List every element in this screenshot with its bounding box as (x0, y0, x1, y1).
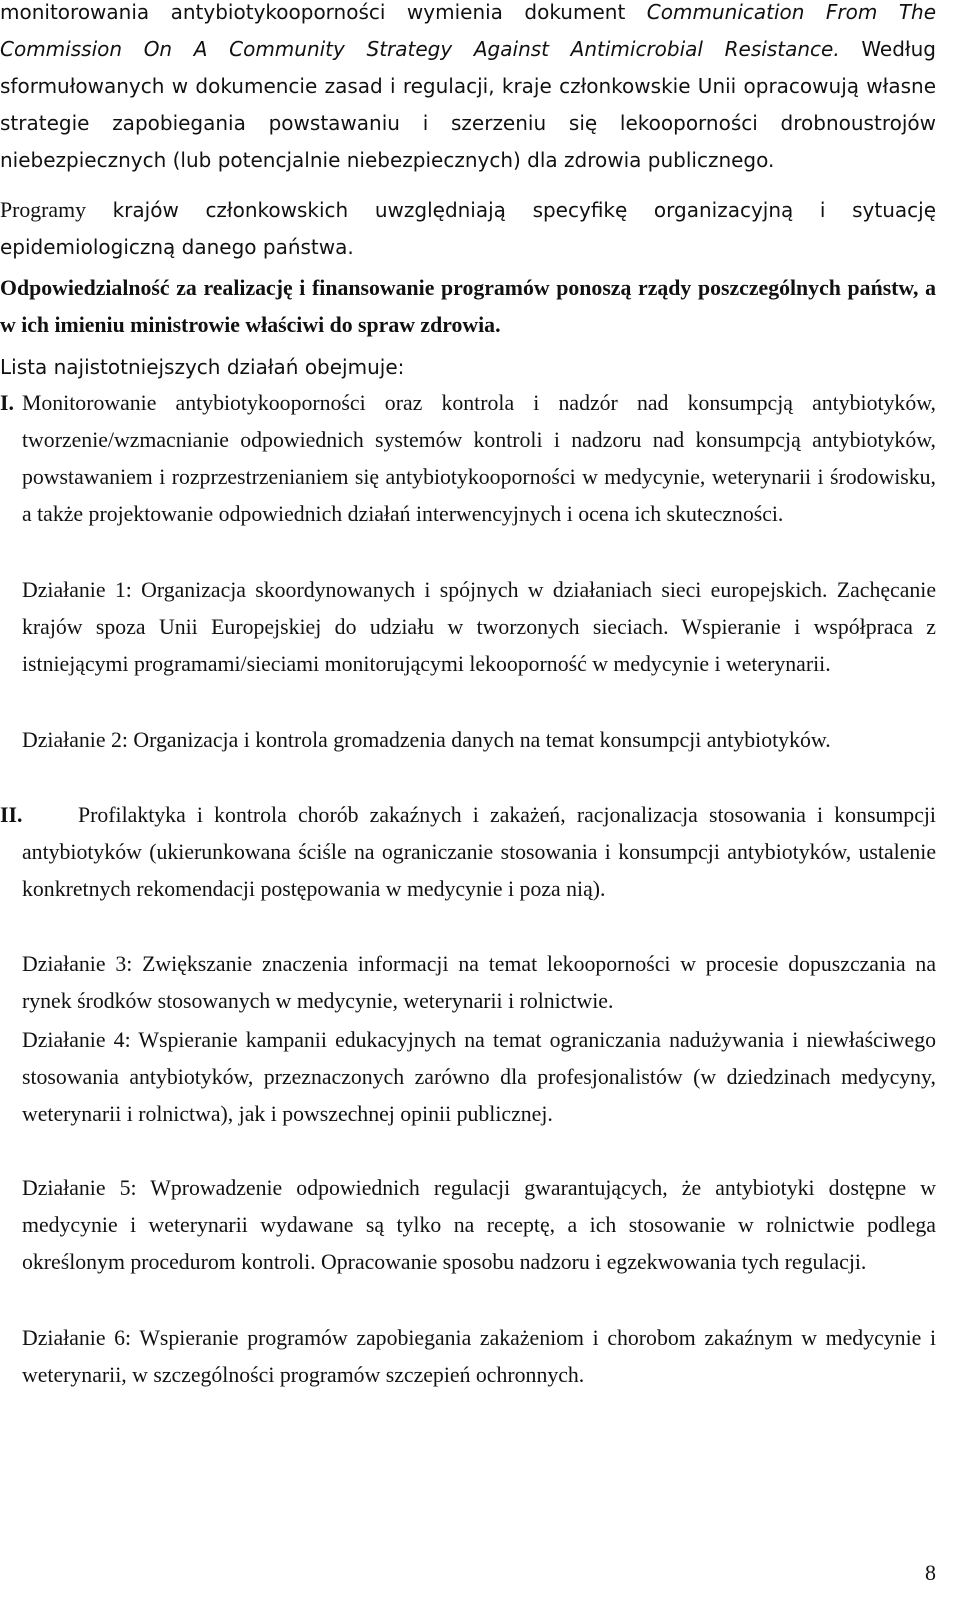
action-1: Działanie 1: Organizacja skoordynowanych i spójnych w działaniach sieci europejskich. Zachęcanie krajów spoza Unii Europejskiej do udziału w tworzonych sieciach. Wspieranie i współpraca z istniejącymi programami/sieciami monitorującymi lekooporność w medycynie i weterynarii. (22, 578, 936, 676)
intro-rest: Według sformułowanych w dokumencie zasad i regulacji, kraje członkowskie Unii opracowują własne strategie zapobiegania powstawaniu i szerzeniu się lekooporności drobnoustrojów niebezpiecznych (lub potencjalnie niebezpiecznych) dla zdrowia publicznego. (0, 37, 936, 172)
section-2-text: Profilaktyka i kontrola chorób zakaźnych i zakażeń, racjonalizacja stosowania i konsumpcji antybiotyków (ukierunkowana ściśle na ograniczanie stosowania i konsumpcji antybiotyków, ustalenie konkretnych rekomendacji postępowania w medycynie i poza nią). (22, 803, 936, 901)
intro-line: monitorowania antybiotykooporności wymienia dokument (0, 0, 626, 24)
document-title: Communication From The Commission On A Community Strategy Against Antimicrobial Resistance (0, 0, 937, 61)
action-6: Działanie 6: Wspieranie programów zapobiegania zakażeniom i chorobom zakaźnym w medycynie i weterynarii, w szczególności programów szczepień ochronnych. (22, 1326, 936, 1387)
intro-paragraph (0, 0, 936, 179)
list-intro: Lista najistotniejszych działań obejmuje: (0, 355, 405, 379)
programs-serif-text: Programy (0, 198, 86, 222)
action-4: Działanie 4: Wspieranie kampanii edukacyjnych na temat ograniczania nadużywania i niewłaściwego stosowania antybiotyków, przeznaczonych zarówno dla profesjonalistów (w dziedzinach medycyny, weterynarii i rolnictwa), jak i powszechnej opinii publicznej. (22, 1028, 936, 1126)
programs-paragraph (0, 192, 936, 266)
section-1-text: Monitorowanie antybiotykooporności oraz kontrola i nadzór nad konsumpcją antybiotyków, tworzenie/wzmacnianie odpowiednich systemów kontroli i nadzoru nad konsumpcją antybiotyków, powstawaniem i rozprzestrzenianiem się antybiotykooporności w medycynie, weterynarii i środowisku, a także projektowanie odpowiednich działań interwencyjnych i ocena ich skuteczności. (22, 391, 936, 526)
title-period: . (833, 37, 840, 61)
action-5: Działanie 5: Wprowadzenie odpowiednich regulacji gwarantujących, że antybiotyki dostępne w medycynie i weterynarii wydawane są tylko na receptę, a ich stosowanie w rolnictwie podlega określonym procedurom kontroli. Opracowanie sposobu nadzoru i egzekwowania tych regulacji. (22, 1176, 936, 1274)
action-3: Działanie 3: Zwiększanie znaczenia informacji na temat lekooporności w procesie dopuszczania na rynek środków stosowanych w medycynie, weterynarii i rolnictwie. (22, 952, 936, 1013)
page-number: 8 (925, 1560, 936, 1585)
section-2-marker: II. (0, 803, 23, 827)
programs-sans-text: krajów członkowskich uwzględniają specyfikę organizacyjną i sytuację epidemiologiczną danego państwa. (0, 198, 936, 259)
section-1-marker: I. (0, 391, 14, 415)
responsibility-paragraph: Odpowiedzialność za realizację i finansowanie programów ponoszą rządy poszczególnych państw, a w ich imieniu ministrowie właściwi do spraw zdrowia. (0, 276, 936, 337)
action-2: Działanie 2: Organizacja i kontrola gromadzenia danych na temat konsumpcji antybiotyków. (22, 728, 831, 752)
